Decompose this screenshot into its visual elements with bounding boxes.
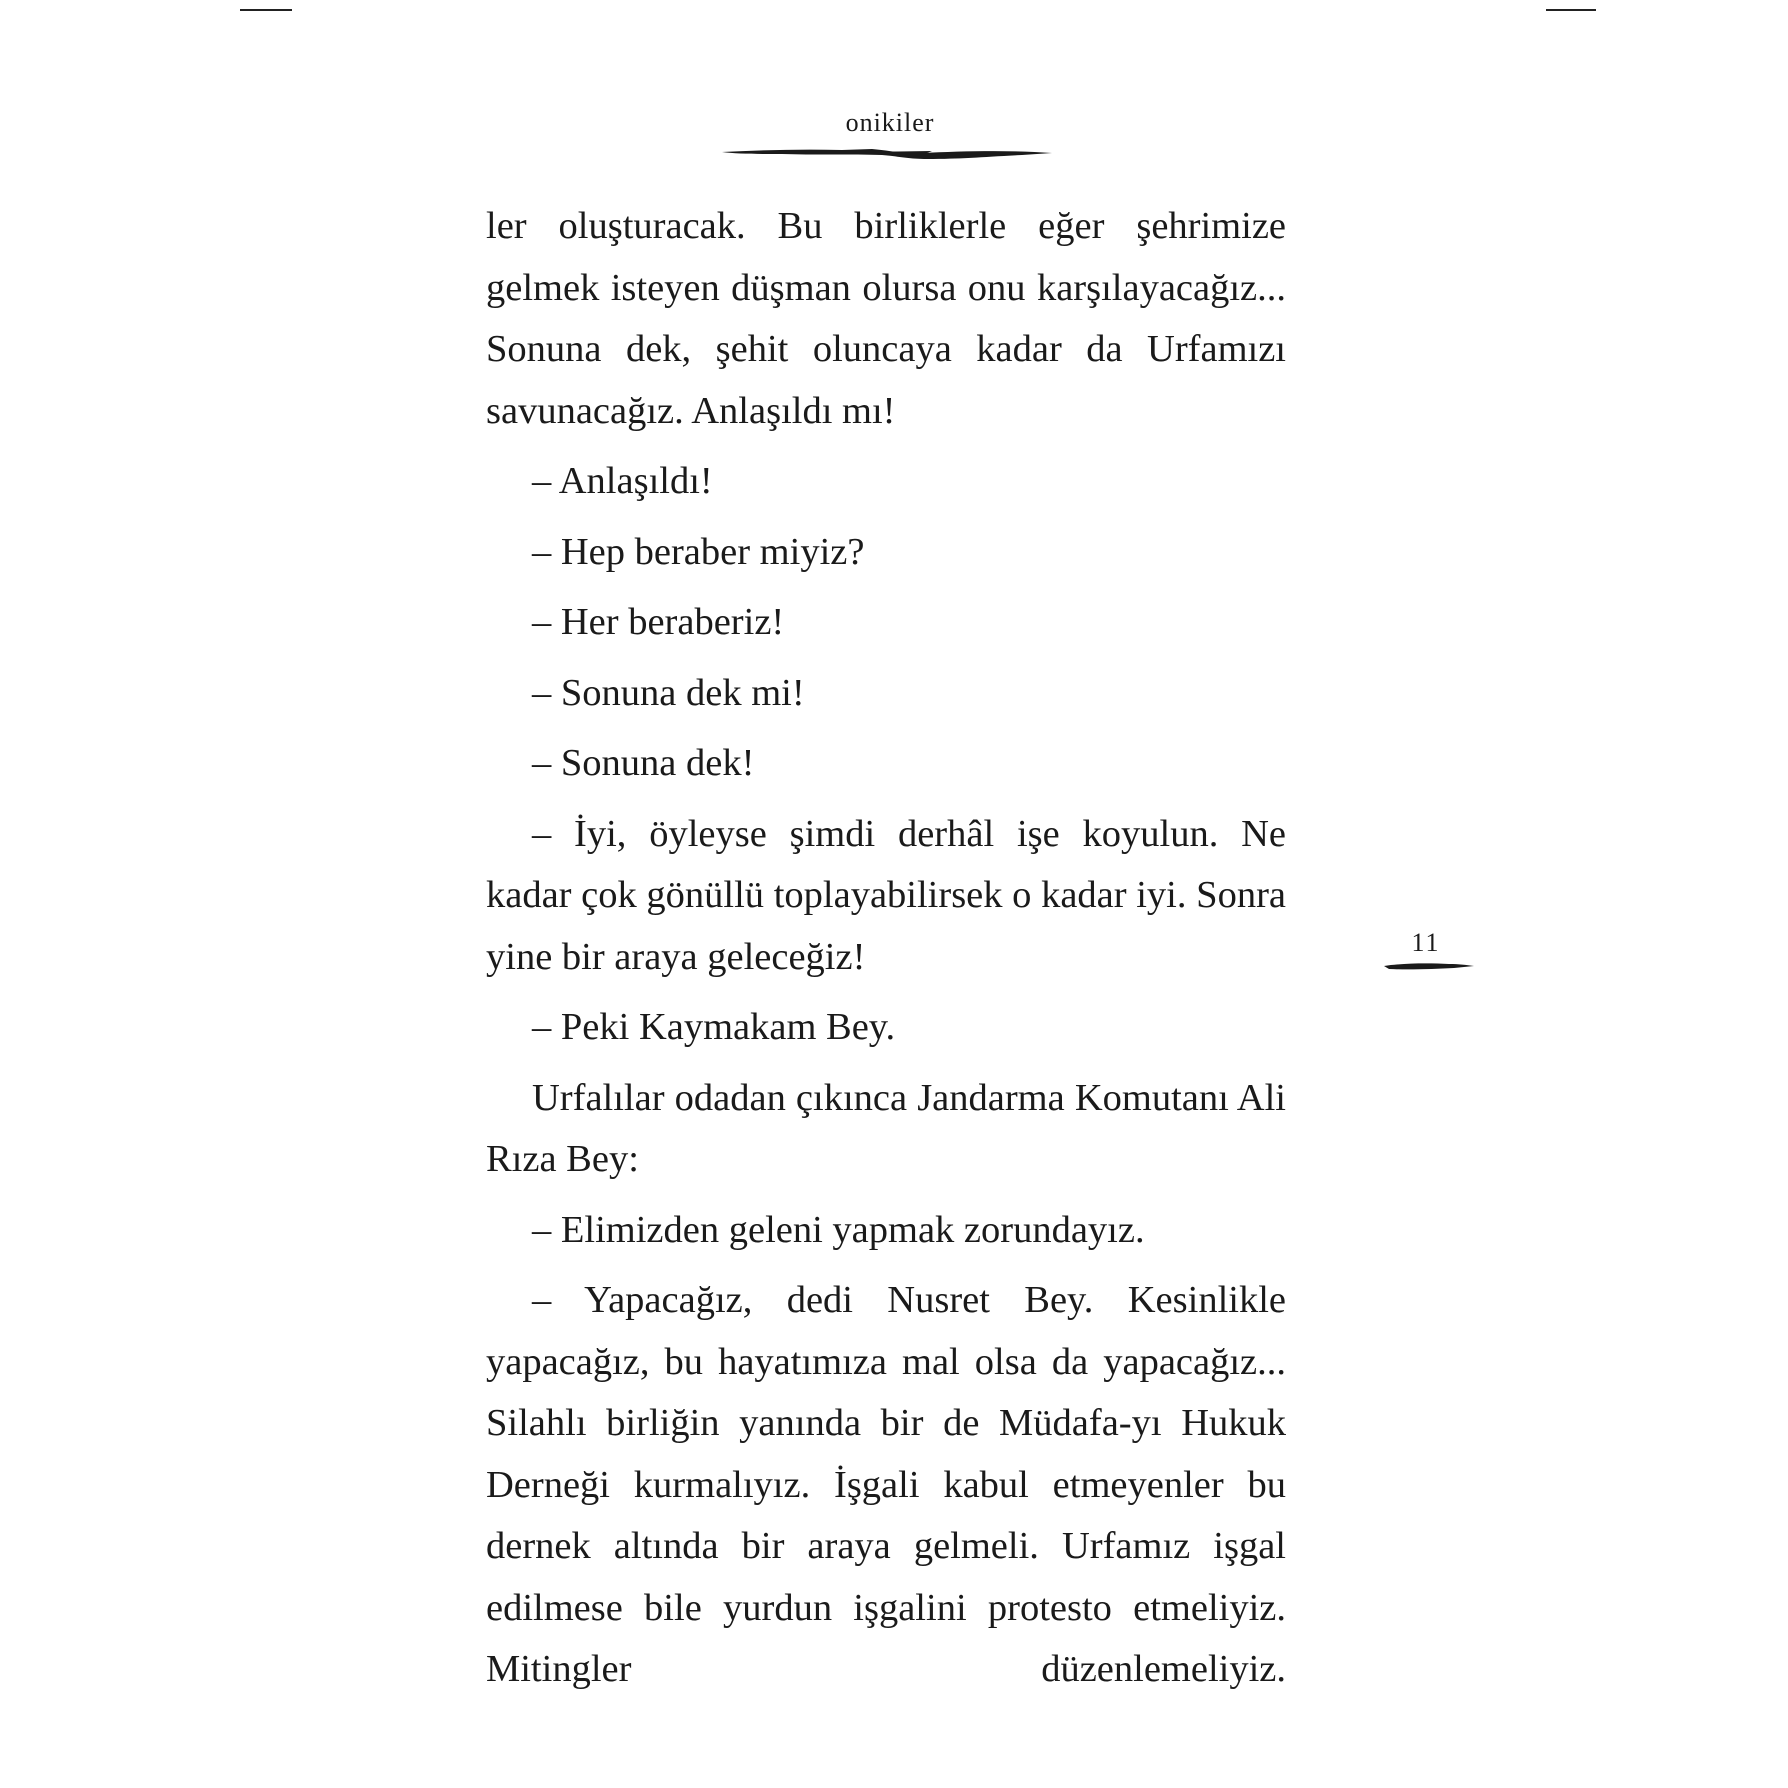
paragraph: – Sonuna dek! [532, 742, 755, 784]
body-text [486, 196, 1286, 1701]
paragraph: Urfalılar odadan çıkınca Jandarma Komutanı Ali Rıza Bey: [486, 1076, 1286, 1180]
brush-rule-ornament [722, 146, 1052, 166]
paragraph: – Peki Kaymakam Bey. [532, 1006, 896, 1048]
paragraph: – İyi, öyleyse şimdi derhâl işe koyulun. Ne kadar çok gönüllü toplayabilirsek o kadar iyi. Sonra yine bir araya geleceğiz! [486, 812, 1286, 978]
page-number: 11 [1411, 928, 1441, 957]
paragraph: – Hep beraber miyiz? [532, 530, 865, 573]
paragraph: – Elimizden geleni yapmak zorundayız. [532, 1208, 1145, 1251]
paragraph: – Sonuna dek mi! [532, 671, 805, 714]
paragraph: – Her beraberiz! [532, 601, 785, 643]
paragraph: – Anlaşıldı! [532, 460, 713, 502]
crop-mark-right [1546, 9, 1596, 11]
paragraph: ler oluşturacak. Bu birliklerle eğer şehrimize gelmek isteyen düşman olursa onu karşılayacağız... Sonuna dek, şehit oluncaya kadar da Urfamızı savunacağız. Anlaşıldı mı! [486, 205, 1286, 432]
running-head: onikiler [845, 108, 935, 137]
folio-brush-ornament [1384, 958, 1474, 972]
crop-mark-left [240, 9, 292, 11]
paragraph: – Yapacağız, dedi Nusret Bey. Kesinlikle yapacağız, bu hayatımıza mal olsa da yapacağız... Silahlı birliğin yanında bir de Müdafa-yı Hukuk Derneği kurmalıyız. İşgali kabul etmeyenler bu dernek altında bir araya gelmeli. Urfamız işgal edilmese bile yurdun işgalini protesto etmeliyiz. Mitingler düzenlemeliyiz. [486, 1279, 1286, 1690]
